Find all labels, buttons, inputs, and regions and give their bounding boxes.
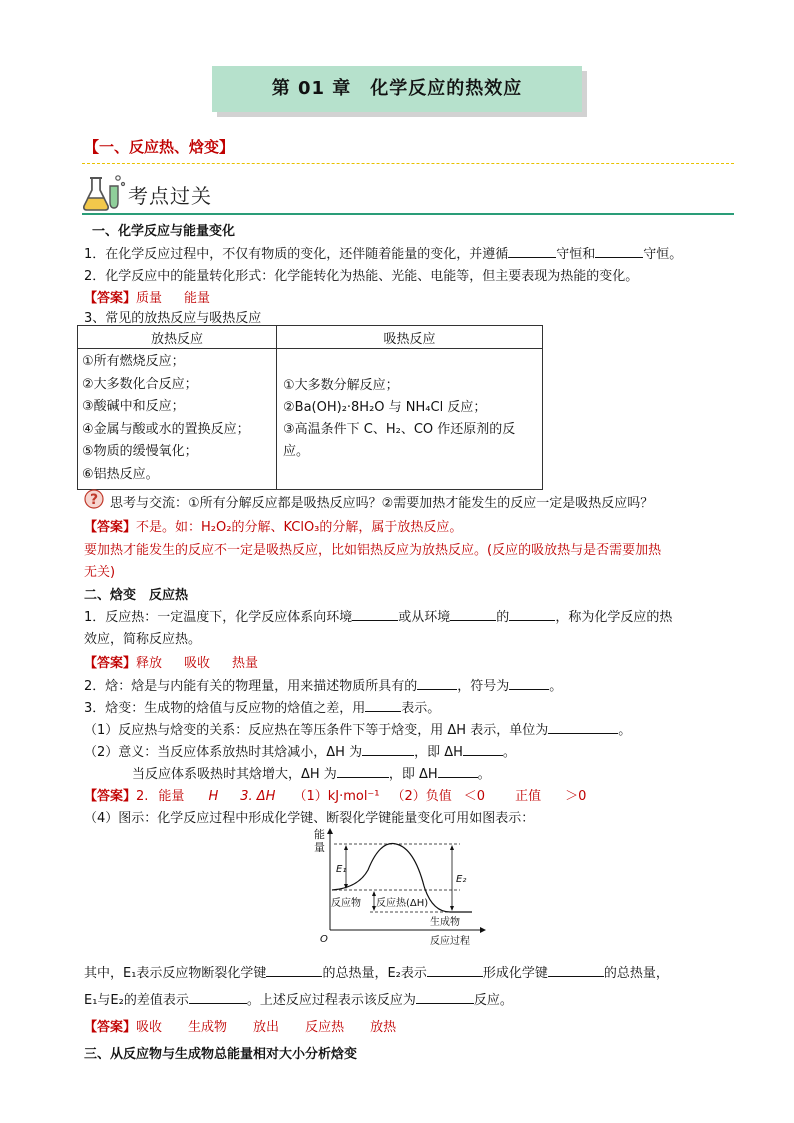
paragraph: 1．反应热：一定温度下，化学反应体系向环境 或从环境 的 ，称为化学反应的热 xyxy=(84,610,673,625)
heat-label: 反应热(ΔH) xyxy=(376,898,429,909)
answer-line: 【答案】2. 能量 H 3. ΔH （1）kJ·mol⁻¹ （2）负值 ＜0 正值 ＞0 xyxy=(84,789,587,804)
answer-line: 【答案】释放 吸收 热量 xyxy=(84,656,259,671)
paragraph: （1）反应热与焓变的关系：反应热在等压条件下等于焓变，用 ΔH 表示，单位为 。 xyxy=(84,723,632,738)
y-axis-label: 量 xyxy=(314,841,325,854)
answer-line: 无关) xyxy=(84,565,116,580)
answer-line: 要加热才能发生的反应不一定是吸热反应，比如铝热反应为放热反应。(反应的吸放热与是否需要加热 xyxy=(84,543,662,558)
y-axis-label: 能 xyxy=(314,828,325,841)
paragraph: 当反应体系吸热时其焓增大，ΔH 为 ，即 ΔH 。 xyxy=(132,767,491,782)
reaction-table xyxy=(77,325,543,490)
subheading: 三、从反应物与生成物总能量相对大小分析焓变 xyxy=(84,1047,358,1062)
answer-line: 【答案】质量 能量 xyxy=(84,291,211,306)
e2-label: E₂ xyxy=(456,874,467,885)
table-header: 吸热反应 xyxy=(277,326,543,349)
chapter-title: 第 01 章 化学反应的热效应 xyxy=(212,66,582,112)
question-icon xyxy=(84,489,104,509)
paragraph: （2）意义：当反应体系放热时其焓减小，ΔH 为 ，即 ΔH 。 xyxy=(84,745,516,760)
divider xyxy=(82,163,734,164)
answer-line: 【答案】不是。如：H₂O₂的分解、KClO₃的分解，属于放热反应。 xyxy=(84,520,463,535)
subheading: 一、化学反应与能量变化 xyxy=(92,224,236,239)
x-axis-label: 反应过程 xyxy=(430,936,470,947)
section-heading: 【一、反应热、焓变】 xyxy=(84,138,235,156)
reactant-label: 反应物 xyxy=(331,898,361,909)
paragraph: 其中，E₁表示反应物断裂化学键 的总热量，E₂表示 形成化学键 的总热量， xyxy=(84,966,669,981)
paragraph: E₁与E₂的差值表示 。上述反应过程表示该反应为 反应。 xyxy=(84,993,513,1008)
flask-icon xyxy=(82,172,126,212)
divider xyxy=(82,213,734,215)
paragraph: （4）图示：化学反应过程中形成化学键、断裂化学键能量变化可用如图表示： xyxy=(84,811,535,826)
paragraph: 3．焓变：生成物的焓值与反应物的焓值之差，用 表示。 xyxy=(84,701,441,716)
origin-label: O xyxy=(320,934,328,945)
endothermic-list: ①大多数分解反应； ②Ba(OH)₂·8H₂O 与 NH₄Cl 反应； ③高温条件下 C、H₂、CO 作还原剂的反应。 xyxy=(277,349,543,490)
paragraph: 1．在化学反应过程中，不仅有物质的变化，还伴随着能量的变化，并遵循 守恒和 守恒。 xyxy=(84,247,683,262)
subheading: 二、焓变 反应热 xyxy=(84,588,189,603)
energy-diagram xyxy=(310,826,490,950)
answer-line: 【答案】吸收 生成物 放出 反应热 放热 xyxy=(84,1020,397,1035)
paragraph: 效应，简称反应热。 xyxy=(84,632,202,647)
think-question: 思考与交流：①所有分解反应都是吸热反应吗？②需要加热才能发生的反应一定是吸热反应吗？ xyxy=(110,496,654,511)
paragraph: 3、常见的放热反应与吸热反应 xyxy=(84,311,262,326)
section-banner-title: 考点过关 xyxy=(128,184,212,208)
svg-text:?: ? xyxy=(89,492,99,508)
e1-label: E₁ xyxy=(336,864,347,875)
product-label: 生成物 xyxy=(430,917,460,928)
paragraph: 2．焓：焓是与内能有关的物理量，用来描述物质所具有的 ，符号为 。 xyxy=(84,679,563,694)
paragraph: 2．化学反应中的能量转化形式：化学能转化为热能、光能、电能等，但主要表现为热能的变化。 xyxy=(84,269,639,284)
exothermic-list: ①所有燃烧反应； ②大多数化合反应； ③酸碱中和反应； ④金属与酸或水的置换反应； ⑤物质的缓慢氧化； ⑥铝热反应。 xyxy=(78,349,277,490)
table-header: 放热反应 xyxy=(78,326,277,349)
